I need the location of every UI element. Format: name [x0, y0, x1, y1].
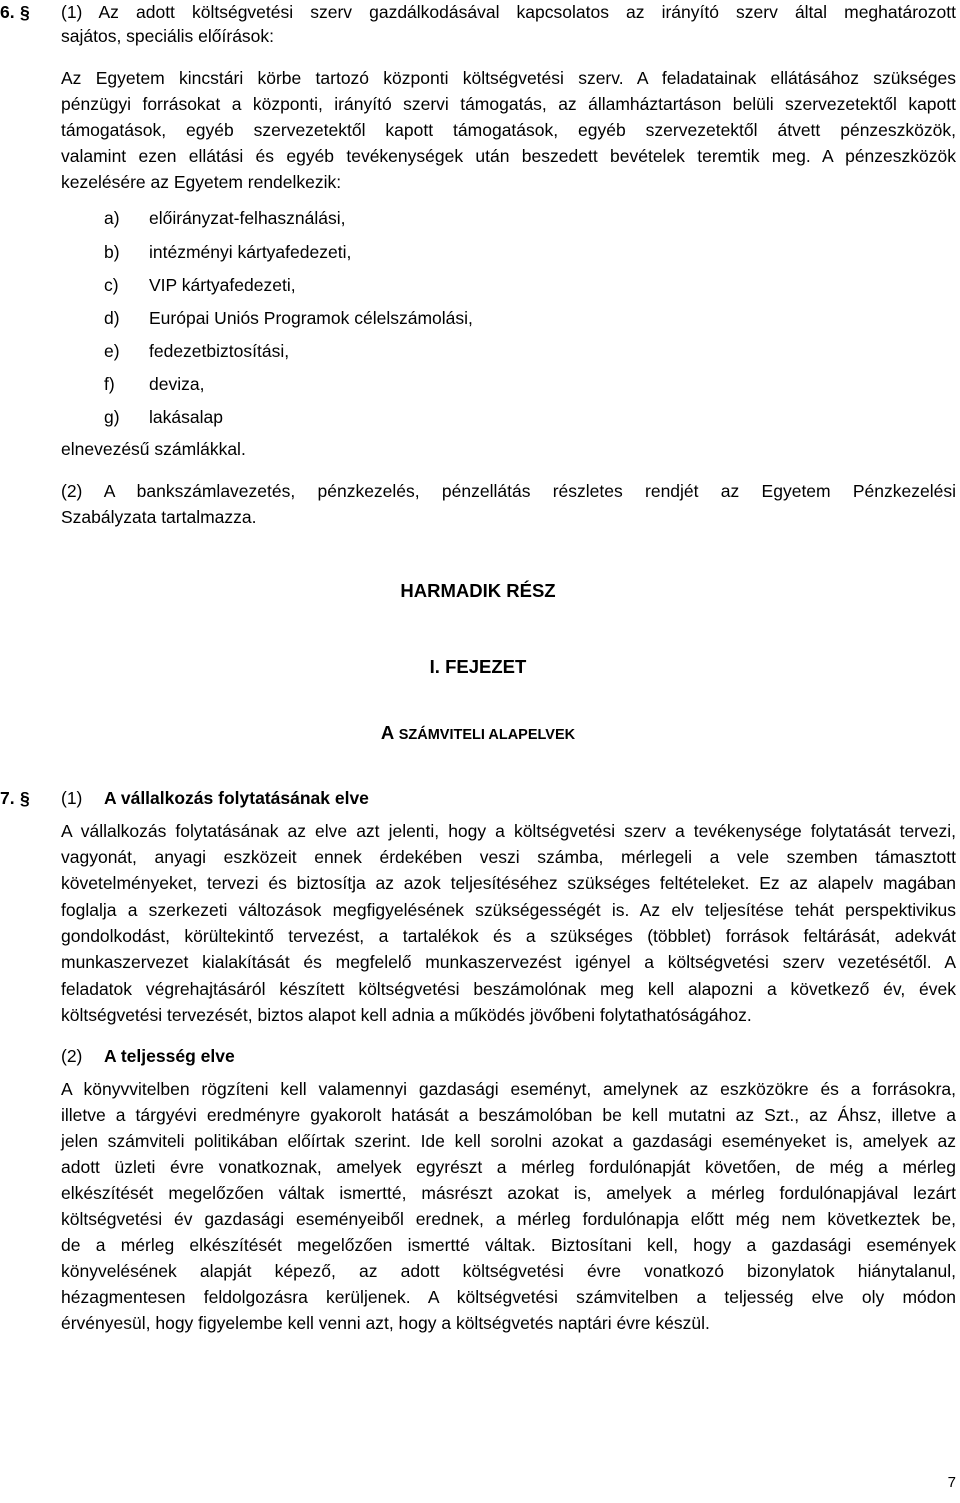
part-heading: HARMADIK RÉSZ	[400, 580, 556, 601]
section-7-p1-title: A vállalkozás folytatásának elve	[104, 788, 369, 808]
section-7-p2-line: adott üzleti évre vonatkoznak, amelyek egyrészt a mérleg fordulónapját követően, de még a mérleg	[61, 1157, 956, 1177]
section-7-p1-line: munkaszervezet kialakítását és megfelelő munkaszervezést igényel a költségvetési szerv vezetésétől. A	[61, 952, 956, 972]
section-7-p1-line: vagyonát, anyagi eszközeit ennek érdekében veszi számba, mérlegeli a vele szemben támasztott	[61, 847, 956, 867]
section-7-number: 7.	[0, 788, 15, 808]
section-7-p1-line: költségvetési tervezését, biztos alapot kell adnia a működés jövőbeni folytathatóságához.	[61, 1005, 752, 1025]
list-item: intézményi kártyafedezeti,	[149, 242, 352, 262]
list-tail: elnevezésű számlákkal.	[61, 439, 246, 459]
section-7-p1-line: gondolkodást, körültekintő tervezést, a tartalékok és a szükséges (többlet) források feltárását, adekvát	[61, 926, 956, 946]
section-7-p2-line: költségvetési év gazdasági eseményeiből erednek, a mérleg fordulónapja előtt még nem következtek be,	[61, 1209, 956, 1229]
section-7-p1-label: (1)	[61, 788, 83, 808]
section-6-body-line: kezelésére az Egyetem rendelkezik:	[61, 172, 342, 192]
list-item: deviza,	[149, 374, 205, 394]
list-item: lakásalap	[149, 407, 223, 427]
section-7-p1-line: követelményeket, tervezi és biztosítja az azok teljesítéséhez szükséges feltételeket. Ez az alapelv magában	[61, 873, 956, 893]
section-7-p2-line: illetve a tárgyévi eredményre gyakorolt hatását a beszámolóban be kell mutatni az Szt., az Áhsz, illetve a	[61, 1105, 956, 1125]
chapter-title-first: A	[380, 722, 399, 743]
list-item-letter: f)	[104, 374, 115, 394]
section-7-p2-line: A könyvvitelben rögzíteni kell valamennyi gazdasági eseményt, amelynek az eszközökre és a forrásokra,	[61, 1079, 956, 1099]
list-item: Európai Uniós Programok célelszámolási,	[149, 308, 473, 328]
section-7-p1-line: A vállalkozás folytatásának az elve azt jelenti, hogy a költségvetési szerv a tevékenysége folytatását tervezi,	[61, 821, 956, 841]
chapter-title	[0, 721, 956, 747]
section-7-p1-line: foglalja a szerkezeti változások megfigyelésének szükségességét is. Az elv teljesítése tehát perspektivikus	[61, 900, 956, 920]
list-item-letter: b)	[104, 242, 120, 262]
section-7-p2-line: de a mérleg elkészítését megelőzően ismertté váltak. Biztosítani kell, hogy a gazdasági események	[61, 1235, 956, 1255]
section-7-p2-line: hézagmentesen feldolgozásra kerüljenek. A költségvetési számvitelben a teljesség elve oly módon	[61, 1287, 956, 1307]
section-7-p2-line: érvényesül, hogy figyelembe kell venni azt, hogy a költségvetés naptári évre készül.	[61, 1313, 710, 1333]
section-6-p1-line: sajátos, speciális előírások:	[61, 26, 275, 46]
section-7-p2-line: jelen számviteli politikában előírtak szerint. Ide kell sorolni azokat a gazdasági eseményeket is, amelyek az	[61, 1131, 956, 1151]
section-7-p2-line: könyvelésének alapját képező, az adott költségvetési évre vonatkozó bizonylatok hiánytalanul,	[61, 1261, 956, 1281]
section-6-p2-line: (2) A bankszámlavezetés, pénzkezelés, pénzellátás részletes rendjét az Egyetem Pénzkezelési	[61, 481, 956, 501]
chapter-heading: I. FEJEZET	[429, 656, 527, 677]
list-item: VIP kártyafedezeti,	[149, 275, 296, 295]
section-7-sign: §	[20, 788, 30, 808]
section-7-p1-line: feladatok végrehajtásáról készített költségvetési beszámolónak meg kell alapozni a következő év, évek	[61, 979, 956, 999]
list-item-letter: c)	[104, 275, 119, 295]
list-item-letter: e)	[104, 341, 120, 361]
section-6-number: 6.	[0, 2, 15, 22]
section-6-p2-line: Szabályzata tartalmazza.	[61, 507, 257, 527]
section-6-p1-line: (1) Az adott költségvetési szerv gazdálkodásával kapcsolatos az irányító szerv által meghatározott	[61, 2, 956, 22]
list-item-letter: d)	[104, 308, 120, 328]
list-item-letter: g)	[104, 407, 120, 427]
list-item-letter: a)	[104, 208, 120, 228]
section-6-body-line: valamint ezen ellátási és egyéb tevékenységek után beszedett bevételek teremtik meg. A pénzeszközök	[61, 146, 956, 166]
section-6-body-line: Az Egyetem kincstári körbe tartozó központi költségvetési szerv. A feladatainak ellátásához szükséges	[61, 68, 956, 88]
list-item: előirányzat-felhasználási,	[149, 208, 346, 228]
section-7-p2-line: elkészítését megelőzően váltak ismertté, másrészt azokat is, amelyek a mérleg fordulónapjával lezárt	[61, 1183, 956, 1203]
chapter-title-rest: SZÁMVITELI ALAPELVEK	[398, 727, 576, 743]
section-6-body-line: pénzügyi forrásokat a központi, irányító szervi támogatás, az államháztartáson belüli szervezetektől kapott	[61, 94, 956, 114]
section-6-body-line: támogatások, egyéb szervezetektől kapott támogatások, egyéb szervezetektől átvett pénzeszközök,	[61, 120, 956, 140]
section-7-p2-label: (2)	[61, 1046, 83, 1066]
page-number: 7	[947, 1474, 956, 1491]
list-item: fedezetbiztosítási,	[149, 341, 290, 361]
section-6-sign: §	[20, 2, 30, 22]
section-7-p2-title: A teljesség elve	[104, 1046, 235, 1066]
